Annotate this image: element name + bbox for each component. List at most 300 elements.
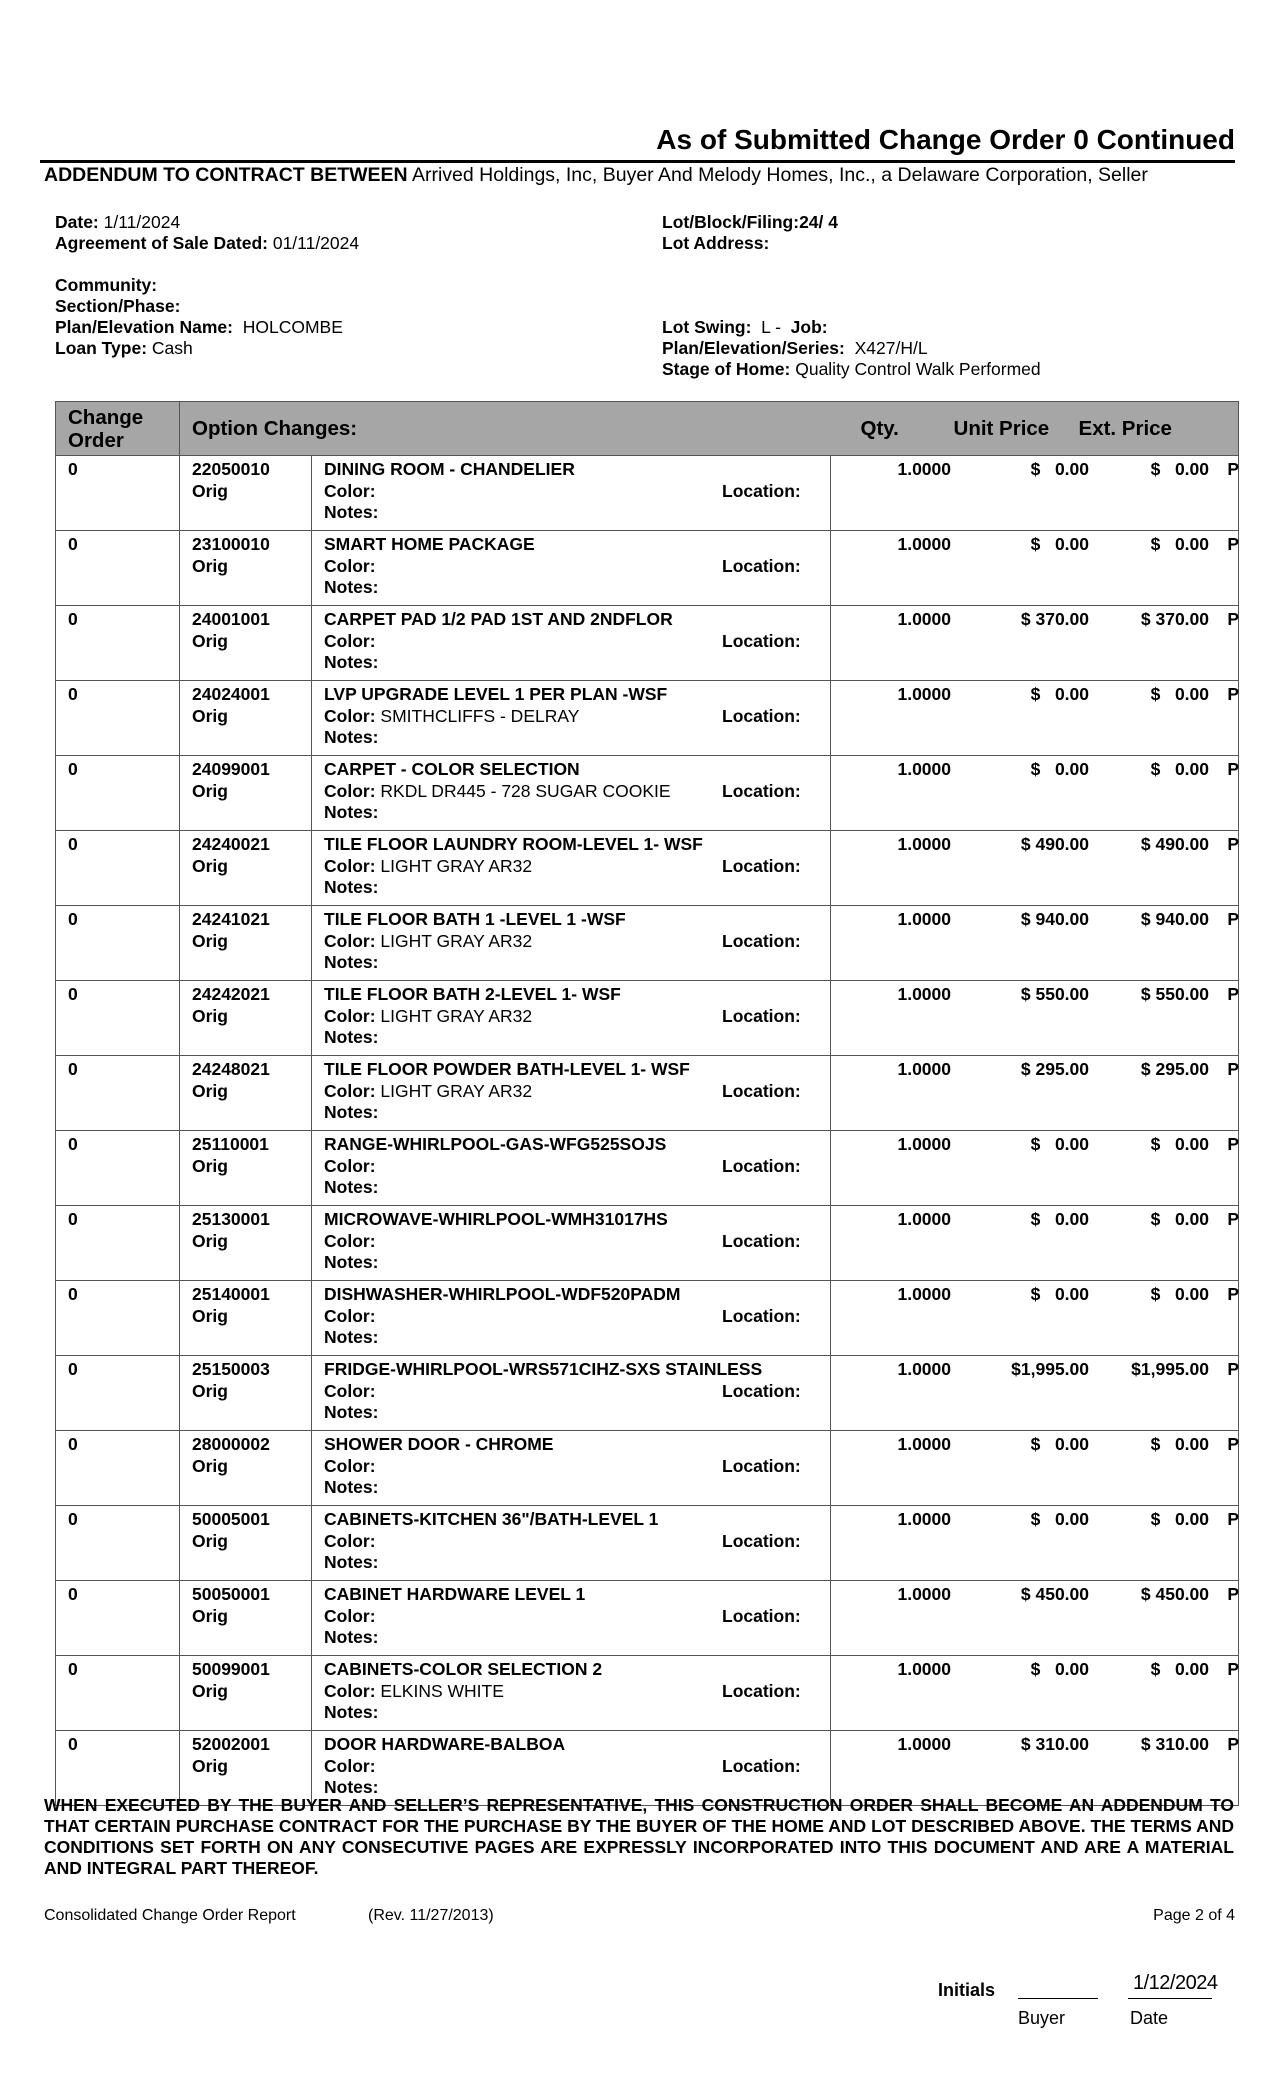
notes-label: Notes: — [324, 502, 379, 522]
notes-label: Notes: — [324, 1702, 379, 1722]
option-origin: Orig — [192, 1455, 228, 1476]
unit-price-value: $ 0.00 — [1030, 1434, 1090, 1454]
price-flag: P — [1227, 834, 1240, 854]
color-label: Color: — [324, 705, 376, 726]
option-description-cell — [312, 1281, 831, 1356]
left-info-block — [55, 212, 359, 359]
change-order-value: 0 — [68, 459, 78, 479]
color-label: Color: — [324, 630, 376, 651]
price-cell — [831, 1506, 1239, 1581]
color-value: RKDL DR445 - 728 SUGAR COOKIE — [380, 780, 671, 801]
change-order-value: 0 — [68, 1659, 78, 1679]
header-change-order — [56, 402, 180, 456]
color-label: Color: — [324, 1680, 376, 1701]
info-spacer — [55, 254, 359, 275]
option-description: DISHWASHER-WHIRLPOOL-WDF520PADM — [324, 1284, 681, 1304]
info-spacer — [662, 254, 1041, 275]
unit-price-value: $ 0.00 — [1030, 1134, 1090, 1154]
change-order-number — [56, 1506, 180, 1581]
notes-label: Notes: — [324, 952, 379, 972]
unit-price-value: $ 0.00 — [1030, 1284, 1090, 1304]
change-order-number — [56, 1581, 180, 1656]
table-row — [56, 1431, 1239, 1506]
ext-price-value: $ 550.00 — [1140, 984, 1210, 1004]
quantity-value: 1.0000 — [897, 1734, 952, 1754]
price-cell — [831, 681, 1239, 756]
notes-label: Notes: — [324, 1627, 379, 1647]
ext-price-value: $ 310.00 — [1140, 1734, 1210, 1754]
change-order-number — [56, 1206, 180, 1281]
change-order-number — [56, 906, 180, 981]
notes-line — [324, 1327, 818, 1349]
notes-label: Notes: — [324, 652, 379, 672]
color-label: Color: — [324, 855, 376, 876]
price-cell — [831, 1206, 1239, 1281]
unit-price-value: $ 550.00 — [1020, 984, 1090, 1004]
lot-swing-value: L - — [751, 316, 791, 337]
job-label: Job: — [790, 316, 828, 337]
unit-price-value: $ 0.00 — [1030, 759, 1090, 779]
option-code: 24248021 — [192, 1059, 270, 1079]
lot-address-line — [662, 233, 1041, 254]
table-row — [56, 1506, 1239, 1581]
ext-price-value: $ 0.00 — [1150, 1659, 1210, 1679]
table-row — [56, 1356, 1239, 1431]
location-label: Location: — [722, 1305, 801, 1326]
change-order-number — [56, 531, 180, 606]
section-label: Section/Phase: — [55, 296, 181, 316]
change-order-number — [56, 1431, 180, 1506]
price-cell — [831, 1581, 1239, 1656]
option-code: 25150003 — [192, 1359, 270, 1379]
option-description: SHOWER DOOR - CHROME — [324, 1434, 554, 1454]
color-value: LIGHT GRAY AR32 — [380, 930, 533, 951]
option-code-cell — [180, 456, 312, 531]
option-origin: Orig — [192, 1005, 228, 1026]
option-description: TILE FLOOR BATH 1 -LEVEL 1 -WSF — [324, 909, 626, 929]
footer-report-name: Consolidated Change Order Report — [44, 1907, 296, 1924]
location-label: Location: — [722, 1755, 801, 1776]
notes-line — [324, 1102, 818, 1124]
lot-swing-line — [662, 317, 1041, 338]
option-description-cell — [312, 606, 831, 681]
quantity-value: 1.0000 — [897, 1284, 952, 1304]
option-description: DOOR HARDWARE-BALBOA — [324, 1734, 566, 1754]
quantity-value: 1.0000 — [897, 459, 952, 479]
option-description-cell — [312, 831, 831, 906]
buyer-label: Buyer — [1018, 2008, 1066, 2028]
table-row — [56, 681, 1239, 756]
option-origin: Orig — [192, 780, 228, 801]
table-header-row — [56, 402, 1239, 456]
table-row — [56, 531, 1239, 606]
option-description-cell — [312, 1431, 831, 1506]
initials-date-value: 1/12/2024 — [1133, 1972, 1218, 1994]
lot-address-label: Lot Address: — [662, 233, 770, 253]
unit-price-value: $ 0.00 — [1030, 1209, 1090, 1229]
color-value: LIGHT GRAY AR32 — [380, 855, 533, 876]
option-description-cell — [312, 981, 831, 1056]
unit-price-value: $ 310.00 — [1020, 1734, 1090, 1754]
price-flag: P — [1227, 984, 1240, 1004]
option-code-cell — [180, 1581, 312, 1656]
table-row — [56, 1131, 1239, 1206]
option-code: 22050010 — [192, 459, 270, 479]
notes-line — [324, 1402, 818, 1424]
option-origin: Orig — [192, 630, 228, 651]
agreement-line — [55, 233, 359, 254]
quantity-value: 1.0000 — [897, 834, 952, 854]
notes-line — [324, 1627, 818, 1649]
quantity-value: 1.0000 — [897, 759, 952, 779]
notes-label: Notes: — [324, 727, 379, 747]
location-label: Location: — [722, 1455, 801, 1476]
price-flag: P — [1227, 1659, 1240, 1679]
ext-price-value: $ 0.00 — [1150, 1434, 1210, 1454]
change-order-value: 0 — [68, 1359, 78, 1379]
notes-line — [324, 1702, 818, 1724]
option-description-cell — [312, 1356, 831, 1431]
option-description-cell — [312, 1581, 831, 1656]
date-value: 1/11/2024 — [98, 212, 181, 232]
option-origin: Orig — [192, 855, 228, 876]
option-origin: Orig — [192, 1230, 228, 1251]
option-code-cell — [180, 756, 312, 831]
unit-price-value: $ 0.00 — [1030, 1659, 1090, 1679]
addendum-parties: Arrived Holdings, Inc, Buyer And Melody Homes, Inc., a Delaware Corporation, Seller — [407, 164, 1148, 186]
option-code-cell — [180, 1656, 312, 1731]
notes-label: Notes: — [324, 1402, 379, 1422]
location-label: Location: — [722, 1530, 801, 1551]
section-line — [55, 296, 359, 317]
option-code: 52002001 — [192, 1734, 270, 1754]
price-flag: P — [1227, 909, 1240, 929]
notes-label: Notes: — [324, 802, 379, 822]
unit-price-value: $ 0.00 — [1030, 459, 1090, 479]
change-order-value: 0 — [68, 1284, 78, 1304]
option-description: DINING ROOM - CHANDELIER — [324, 459, 575, 479]
location-label: Location: — [722, 1155, 801, 1176]
change-order-number — [56, 1656, 180, 1731]
notes-line — [324, 1477, 818, 1499]
plan-value: HOLCOMBE — [232, 317, 343, 337]
table-body — [56, 456, 1239, 1806]
location-label: Location: — [722, 1605, 801, 1626]
unit-price-value: $ 450.00 — [1020, 1584, 1090, 1604]
option-code-cell — [180, 1506, 312, 1581]
date-line — [55, 212, 359, 233]
lot-label: Lot/Block/Filing:24/ 4 — [662, 212, 838, 232]
option-description: TILE FLOOR LAUNDRY ROOM-LEVEL 1- WSF — [324, 834, 703, 854]
date-label-under: Date — [1130, 2008, 1169, 2028]
color-label: Color: — [324, 1455, 376, 1476]
change-order-number — [56, 831, 180, 906]
location-label: Location: — [722, 1080, 801, 1101]
notes-label: Notes: — [324, 1327, 379, 1347]
option-description-cell — [312, 1656, 831, 1731]
option-description: CABINETS-COLOR SELECTION 2 — [324, 1659, 603, 1679]
header-unit-price: Unit Price — [953, 416, 1050, 440]
unit-price-value: $ 940.00 — [1020, 909, 1090, 929]
quantity-value: 1.0000 — [897, 1134, 952, 1154]
option-code: 25130001 — [192, 1209, 270, 1229]
change-order-value: 0 — [68, 1209, 78, 1229]
option-description: CABINET HARDWARE LEVEL 1 — [324, 1584, 586, 1604]
change-order-value: 0 — [68, 909, 78, 929]
option-changes-table — [55, 401, 1239, 1806]
change-order-number — [56, 756, 180, 831]
color-label: Color: — [324, 1605, 376, 1626]
color-label: Color: — [324, 780, 376, 801]
change-order-value: 0 — [68, 1734, 78, 1754]
color-value: SMITHCLIFFS - DELRAY — [380, 705, 580, 726]
unit-price-value: $ 490.00 — [1020, 834, 1090, 854]
ext-price-value: $ 450.00 — [1140, 1584, 1210, 1604]
location-label: Location: — [722, 555, 801, 576]
unit-price-value: $ 0.00 — [1030, 684, 1090, 704]
price-flag: P — [1227, 1434, 1240, 1454]
option-description: SMART HOME PACKAGE — [324, 534, 535, 554]
option-code-cell — [180, 1356, 312, 1431]
option-origin: Orig — [192, 1155, 228, 1176]
option-code-cell — [180, 1131, 312, 1206]
ext-price-value: $ 0.00 — [1150, 759, 1210, 779]
change-order-number — [56, 981, 180, 1056]
location-label: Location: — [722, 855, 801, 876]
change-order-value: 0 — [68, 1134, 78, 1154]
option-code: 50099001 — [192, 1659, 270, 1679]
ext-price-value: $ 0.00 — [1150, 684, 1210, 704]
price-flag: P — [1227, 1359, 1240, 1379]
price-cell — [831, 981, 1239, 1056]
color-label: Color: — [324, 1380, 376, 1401]
unit-price-value: $ 0.00 — [1030, 534, 1090, 554]
table-row — [56, 1281, 1239, 1356]
option-code: 50005001 — [192, 1509, 270, 1529]
table-row — [56, 981, 1239, 1056]
option-code-cell — [180, 1431, 312, 1506]
option-description-cell — [312, 906, 831, 981]
color-label: Color: — [324, 1005, 376, 1026]
option-code-cell — [180, 681, 312, 756]
lot-swing-label: Lot Swing: — [662, 316, 752, 337]
table-row — [56, 606, 1239, 681]
price-cell — [831, 1131, 1239, 1206]
option-origin: Orig — [192, 1380, 228, 1401]
ext-price-value: $1,995.00 — [1131, 1359, 1210, 1379]
notes-line — [324, 577, 818, 599]
header-change-order-line1: Change — [68, 405, 144, 429]
option-description: CARPET - COLOR SELECTION — [324, 759, 580, 779]
price-flag: P — [1227, 759, 1240, 779]
ext-price-value: $ 940.00 — [1140, 909, 1210, 929]
agreement-value: 01/11/2024 — [267, 233, 360, 253]
change-order-value: 0 — [68, 834, 78, 854]
notes-label: Notes: — [324, 1252, 379, 1272]
color-label: Color: — [324, 1080, 376, 1101]
change-order-number — [56, 1056, 180, 1131]
notes-line — [324, 727, 818, 749]
location-label: Location: — [722, 780, 801, 801]
quantity-value: 1.0000 — [897, 534, 952, 554]
change-order-number — [56, 456, 180, 531]
price-flag: P — [1227, 1284, 1240, 1304]
location-label: Location: — [722, 1680, 801, 1701]
quantity-value: 1.0000 — [897, 909, 952, 929]
color-label: Color: — [324, 555, 376, 576]
option-code: 28000002 — [192, 1434, 270, 1454]
price-flag: P — [1227, 1734, 1240, 1754]
stage-line — [662, 359, 1041, 380]
series-line — [662, 338, 1041, 359]
option-description: CARPET PAD 1/2 PAD 1ST AND 2NDFLOR — [324, 609, 673, 629]
option-code: 50050001 — [192, 1584, 270, 1604]
price-flag: P — [1227, 1059, 1240, 1079]
option-code-cell — [180, 1206, 312, 1281]
notes-line — [324, 1552, 818, 1574]
price-cell — [831, 456, 1239, 531]
addendum-label: ADDENDUM TO CONTRACT BETWEEN — [44, 164, 408, 186]
price-flag: P — [1227, 534, 1240, 554]
notes-line — [324, 802, 818, 824]
ext-price-value: $ 0.00 — [1150, 459, 1210, 479]
notes-label: Notes: — [324, 1477, 379, 1497]
option-code: 25110001 — [192, 1134, 269, 1154]
ext-price-value: $ 0.00 — [1150, 1209, 1210, 1229]
option-description: TILE FLOOR BATH 2-LEVEL 1- WSF — [324, 984, 621, 1004]
header-ext-price: Ext. Price — [1078, 416, 1172, 440]
notes-line — [324, 952, 818, 974]
option-description-cell — [312, 1131, 831, 1206]
header-prices — [831, 402, 1239, 456]
option-description-cell — [312, 456, 831, 531]
color-label: Color: — [324, 1230, 376, 1251]
stage-label: Stage of Home: — [662, 358, 791, 379]
option-origin: Orig — [192, 1755, 228, 1776]
price-cell — [831, 1356, 1239, 1431]
table-row — [56, 1656, 1239, 1731]
option-origin: Orig — [192, 480, 228, 501]
option-origin: Orig — [192, 555, 228, 576]
option-code: 24024001 — [192, 684, 270, 704]
notes-label: Notes: — [324, 1177, 379, 1197]
quantity-value: 1.0000 — [897, 984, 952, 1004]
loan-line — [55, 338, 359, 359]
change-order-value: 0 — [68, 1584, 78, 1604]
option-description: CABINETS-KITCHEN 36"/BATH-LEVEL 1 — [324, 1509, 659, 1529]
notes-label: Notes: — [324, 1777, 379, 1797]
header-option-changes: Option Changes: — [180, 402, 831, 456]
table-row — [56, 1206, 1239, 1281]
change-order-number — [56, 1281, 180, 1356]
ext-price-value: $ 370.00 — [1140, 609, 1210, 629]
ext-price-value: $ 0.00 — [1150, 1284, 1210, 1304]
quantity-value: 1.0000 — [897, 1659, 952, 1679]
quantity-value: 1.0000 — [897, 684, 952, 704]
change-order-value: 0 — [68, 759, 78, 779]
info-spacer — [662, 296, 1041, 317]
price-cell — [831, 1656, 1239, 1731]
table-row — [56, 831, 1239, 906]
color-label: Color: — [324, 1755, 376, 1776]
option-code: 23100010 — [192, 534, 270, 554]
notes-label: Notes: — [324, 877, 379, 897]
option-description-cell — [312, 1506, 831, 1581]
community-line — [55, 275, 359, 296]
date-line-rule — [1128, 1998, 1212, 1999]
notes-label: Notes: — [324, 1102, 379, 1122]
price-cell — [831, 906, 1239, 981]
price-cell — [831, 756, 1239, 831]
notes-label: Notes: — [324, 577, 379, 597]
notes-line — [324, 1027, 818, 1049]
price-cell — [831, 831, 1239, 906]
addendum-line — [44, 164, 1148, 187]
stage-value: Quality Control Walk Performed — [790, 358, 1041, 379]
color-label: Color: — [324, 930, 376, 951]
table-row — [56, 456, 1239, 531]
option-description-cell — [312, 1056, 831, 1131]
option-description: RANGE-WHIRLPOOL-GAS-WFG525SOJS — [324, 1134, 667, 1154]
table-row — [56, 906, 1239, 981]
price-cell — [831, 531, 1239, 606]
color-value: LIGHT GRAY AR32 — [380, 1080, 533, 1101]
option-code-cell — [180, 981, 312, 1056]
unit-price-value: $ 0.00 — [1030, 1509, 1090, 1529]
option-code: 24001001 — [192, 609, 270, 629]
price-flag: P — [1227, 1509, 1240, 1529]
price-flag: P — [1227, 684, 1240, 704]
option-origin: Orig — [192, 1605, 228, 1626]
price-cell — [831, 1056, 1239, 1131]
quantity-value: 1.0000 — [897, 1209, 952, 1229]
color-label: Color: — [324, 1305, 376, 1326]
price-flag: P — [1227, 609, 1240, 629]
location-label: Location: — [722, 1005, 801, 1026]
color-label: Color: — [324, 1530, 376, 1551]
title-rule — [40, 160, 1235, 163]
ext-price-value: $ 0.00 — [1150, 1509, 1210, 1529]
legal-paragraph: WHEN EXECUTED BY THE BUYER AND SELLER’S REPRESENTATIVE, THIS CONSTRUCTION ORDER SHALL BECOME AN ADDENDUM TO THAT CERTAIN PURCHASE CONTRACT FOR THE PURCHASE BY THE BUYER OF THE HOME AND LOT DESCRIBED ABOVE. THE TERMS AND CONDITIONS SET FORTH ON ANY CONSECUTIVE PAGES ARE EXPRESSLY INCORPORATED INTO THIS DOCUMENT AND ARE A MATERIAL AND INTEGRAL PART THEREOF. — [44, 1795, 1234, 1878]
quantity-value: 1.0000 — [897, 1584, 952, 1604]
option-description-cell — [312, 531, 831, 606]
buyer-initials-line — [1018, 1998, 1098, 1999]
quantity-value: 1.0000 — [897, 1509, 952, 1529]
option-origin: Orig — [192, 1080, 228, 1101]
unit-price-value: $1,995.00 — [1011, 1359, 1090, 1379]
lot-line — [662, 212, 1041, 233]
notes-line — [324, 1177, 818, 1199]
ext-price-value: $ 295.00 — [1140, 1059, 1210, 1079]
right-info-block — [662, 212, 1041, 380]
change-order-number — [56, 1356, 180, 1431]
notes-line — [324, 502, 818, 524]
option-description: LVP UPGRADE LEVEL 1 PER PLAN -WSF — [324, 684, 668, 704]
change-order-value: 0 — [68, 984, 78, 1004]
ext-price-value: $ 490.00 — [1140, 834, 1210, 854]
option-code-cell — [180, 906, 312, 981]
agreement-label: Agreement of Sale Dated: — [55, 233, 268, 253]
unit-price-value: $ 370.00 — [1020, 609, 1090, 629]
option-code-cell — [180, 606, 312, 681]
location-label: Location: — [722, 705, 801, 726]
change-order-value: 0 — [68, 534, 78, 554]
date-label: Date: — [55, 212, 99, 232]
price-cell — [831, 1431, 1239, 1506]
initials-label: Initials — [938, 1980, 996, 2000]
quantity-value: 1.0000 — [897, 609, 952, 629]
notes-line — [324, 1252, 818, 1274]
